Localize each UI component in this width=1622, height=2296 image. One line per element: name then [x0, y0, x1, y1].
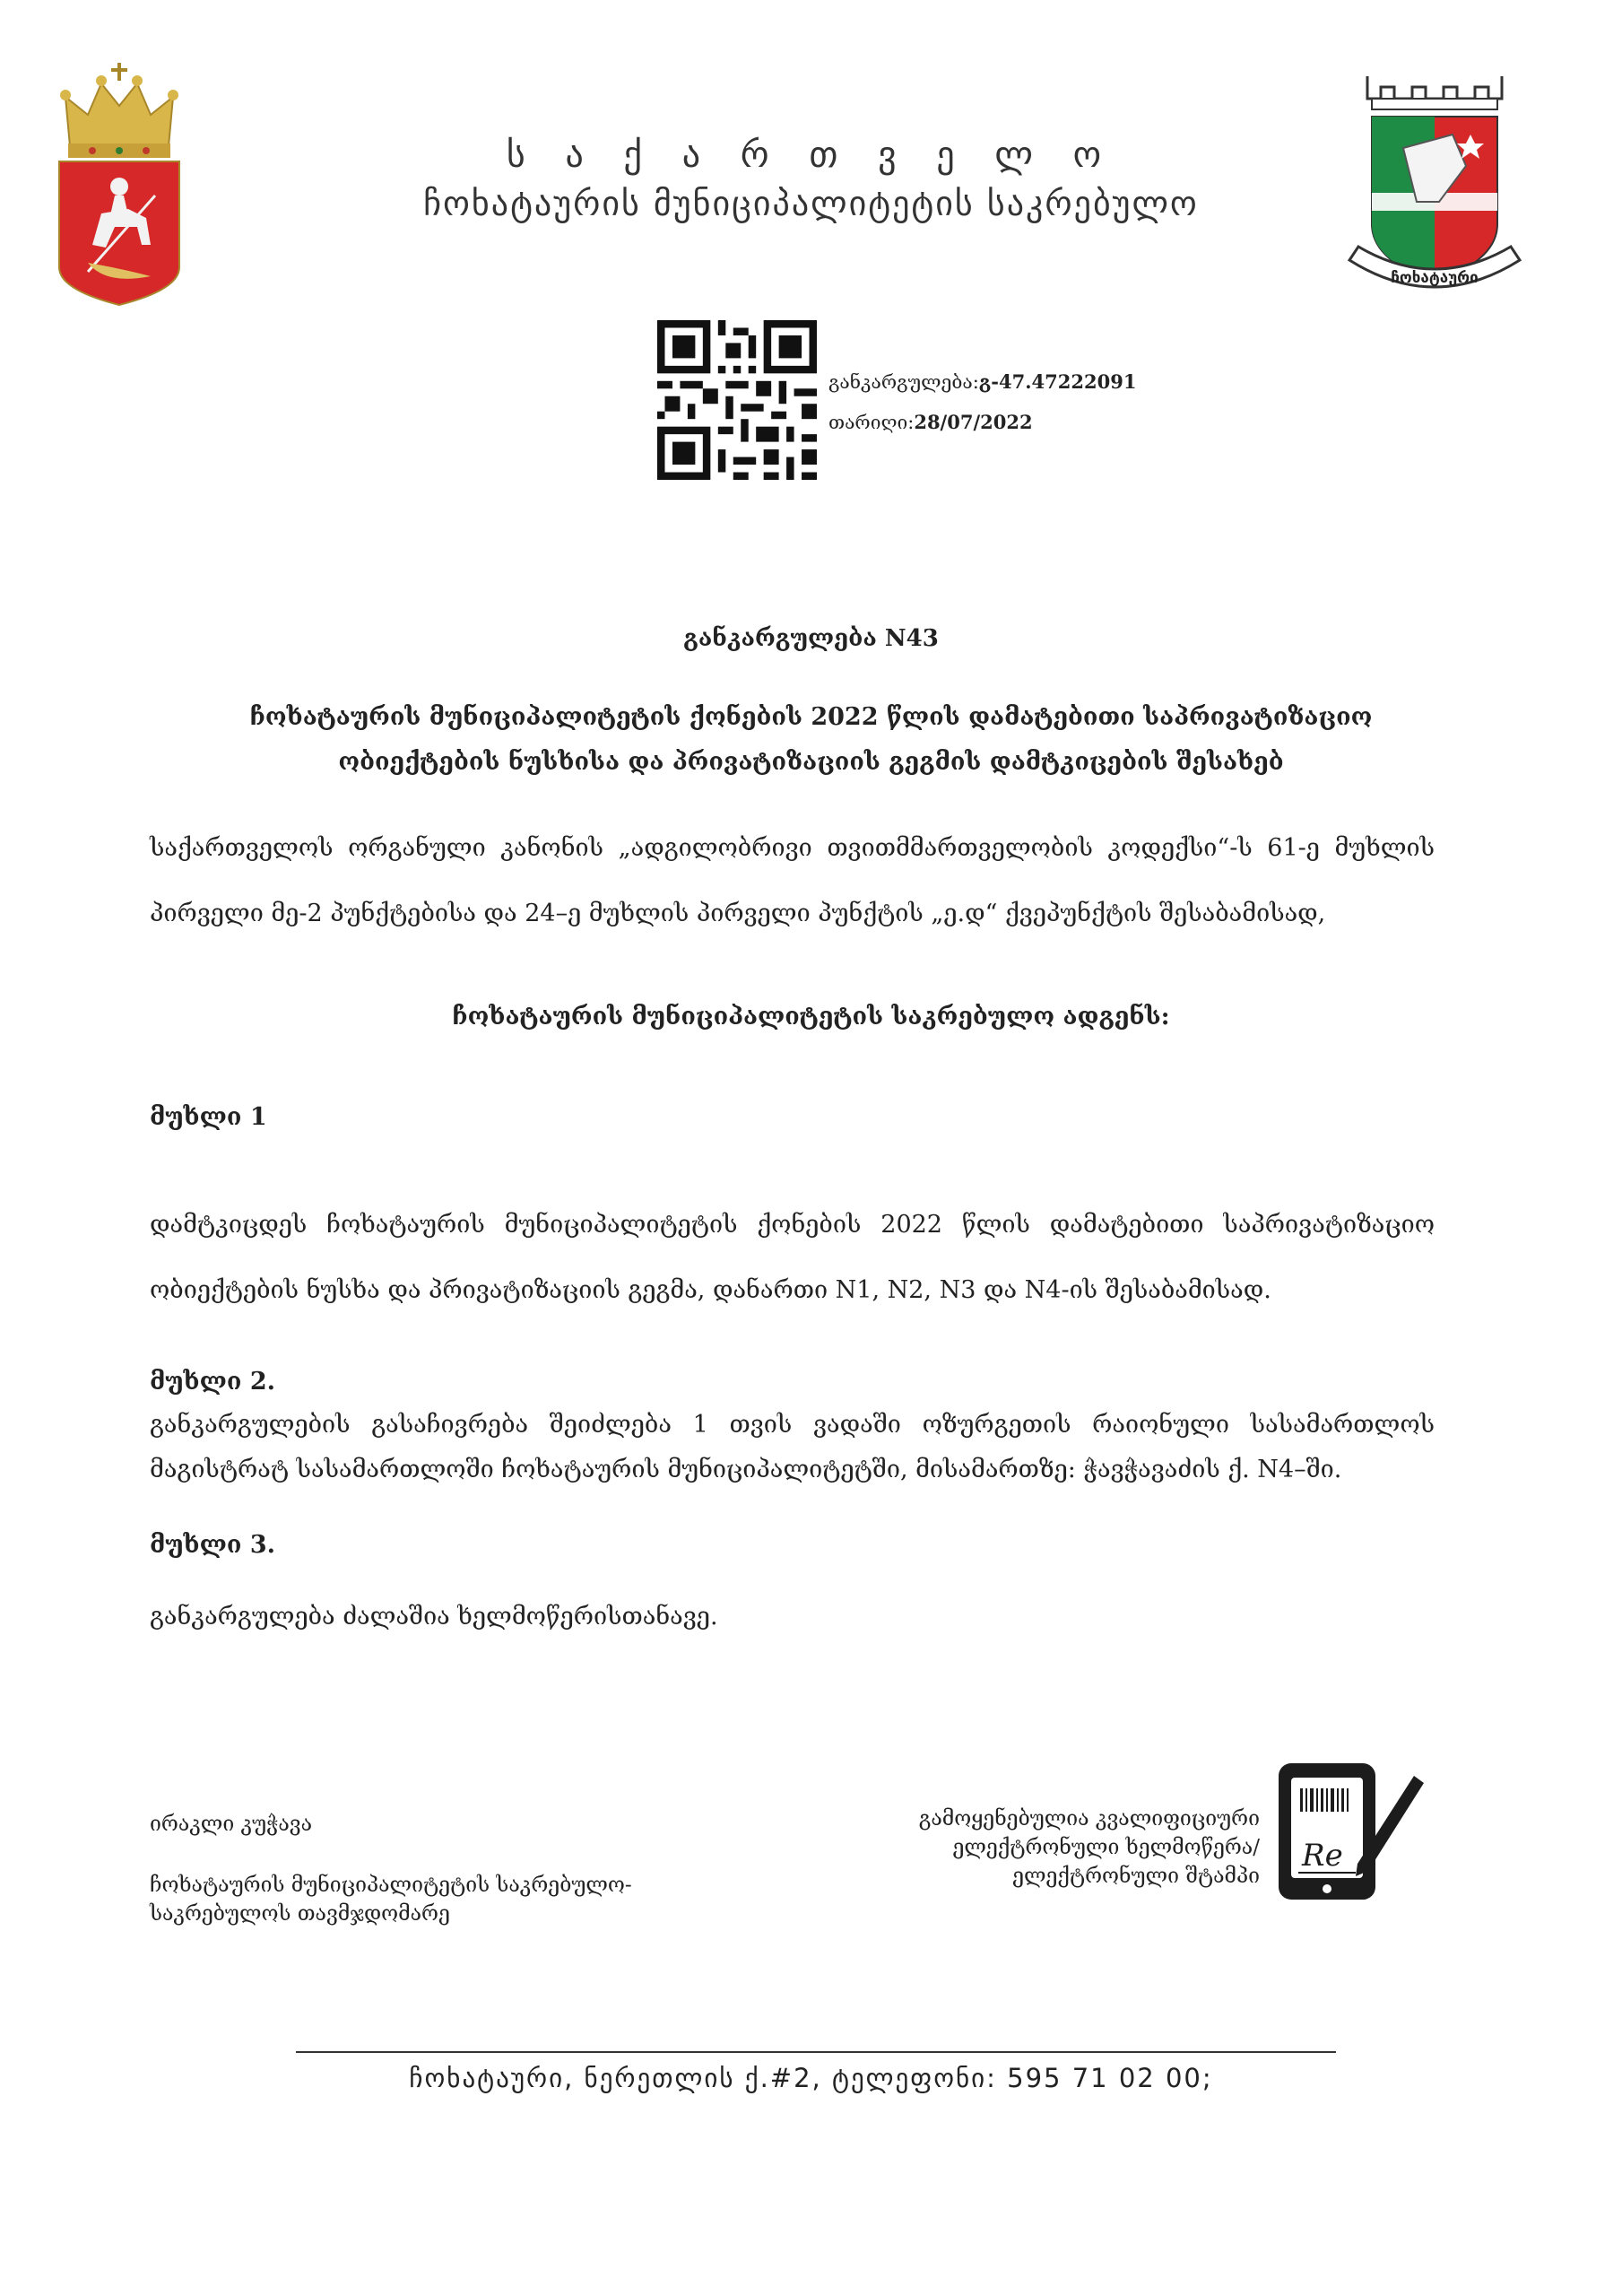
signatory-position: [150, 1871, 632, 1928]
document-subtitle: [0, 695, 1622, 785]
order-date: [828, 411, 1033, 433]
subtitle-line: ობიექტების ნუსხისა და პრივატიზაციის გეგმის დამტკიცების შესახებ: [338, 748, 1284, 776]
footer-address: ჩოხატაური, ნერეთლის ქ.#2, ტელეფონი: 595 71 02 00;: [409, 2063, 1213, 2093]
header-council: ჩოხატაურის მუნიციპალიტეტის საკრებულო: [423, 184, 1199, 223]
signatory-position-line: საკრებულოს თავმჯდომარე: [150, 1902, 450, 1926]
article-2-heading: მუხლი 2.: [150, 1368, 276, 1396]
footer-divider: [296, 2051, 1336, 2053]
preamble-line: პირველი მე-2 პუნქტებისა და 24–ე მუხლის პირველი პუნქტის „ე.დ“ ქვეპუნქტის შესაბამისად,: [150, 900, 1326, 927]
svg-text:Re: Re: [1302, 1838, 1343, 1874]
signatory-name: ირაკლი კუჭავა: [150, 1813, 313, 1836]
subtitle-line: ჩოხატაურის მუნიციპალიტეტის ქონების 2022 წლის დამატებითი საპრივატიზაციო: [249, 703, 1373, 731]
chokhatauri-banner-label: ჩოხატაური: [1391, 269, 1479, 287]
order-date-value: 28/07/2022: [914, 411, 1033, 433]
order-number-label: განკარგულება:: [828, 371, 979, 393]
article-1-text: ობიექტების ნუსხა და პრივატიზაციის გეგმა, დანართი N1, N2, N3 და N4-ის შესაბამისად.: [150, 1276, 1271, 1304]
header-country: ს ა ქ ა რ თ ვ ე ლ ო: [506, 135, 1116, 176]
esignature-note-line: ელექტრონული შტამპი: [1012, 1865, 1260, 1888]
document-title: განკარგულება N43: [683, 625, 939, 652]
article-3-text: განკარგულება ძალაშია ხელმოწერისთანავე.: [150, 1603, 718, 1631]
order-number-value: გ-47.47222091: [978, 370, 1137, 393]
article-2-text: განკარგულების გასაჩივრება შეიძლება 1 თვის ვადაში ოზურგეთის რაიონული სასამართლოს: [150, 1411, 1435, 1439]
council-decides: ჩოხატაურის მუნიციპალიტეტის საკრებულო ადგენს:: [452, 1003, 1170, 1031]
order-number: [828, 370, 1136, 393]
qr-code-icon: [657, 320, 817, 480]
article-2-text: მაგისტრატ სასამართლოში ჩოხატაურის მუნიციპალიტეტში, მისამართზე: ჭავჭავაძის ქ. N4–ში.: [150, 1456, 1342, 1483]
preamble-line: საქართველოს ორგანული კანონის „ადგილობრივი თვითმმართველობის კოდექსი“-ს 61-ე მუხლის: [150, 834, 1435, 862]
chokhatauri-coat-of-arms-icon: [1340, 67, 1529, 309]
esignature-note-line: გამოყენებულია კვალიფიციური: [918, 1807, 1260, 1831]
article-1-text: დამტკიცდეს ჩოხატაურის მუნიციპალიტეტის ქონების 2022 წლის დამატებითი საპრივატიზაციო: [150, 1211, 1435, 1239]
e-signature-phone-icon: [1275, 1758, 1427, 1906]
esignature-note-line: ელექტრონული ხელმოწერა/: [952, 1836, 1260, 1859]
article-3-heading: მუხლი 3.: [150, 1531, 276, 1559]
signatory-position-line: ჩოხატაურის მუნიციპალიტეტის საკრებულო-: [150, 1874, 632, 1897]
article-1-heading: მუხლი 1: [150, 1103, 267, 1131]
esignature-note: [861, 1805, 1260, 1891]
order-date-label: თარიღი:: [828, 412, 915, 433]
